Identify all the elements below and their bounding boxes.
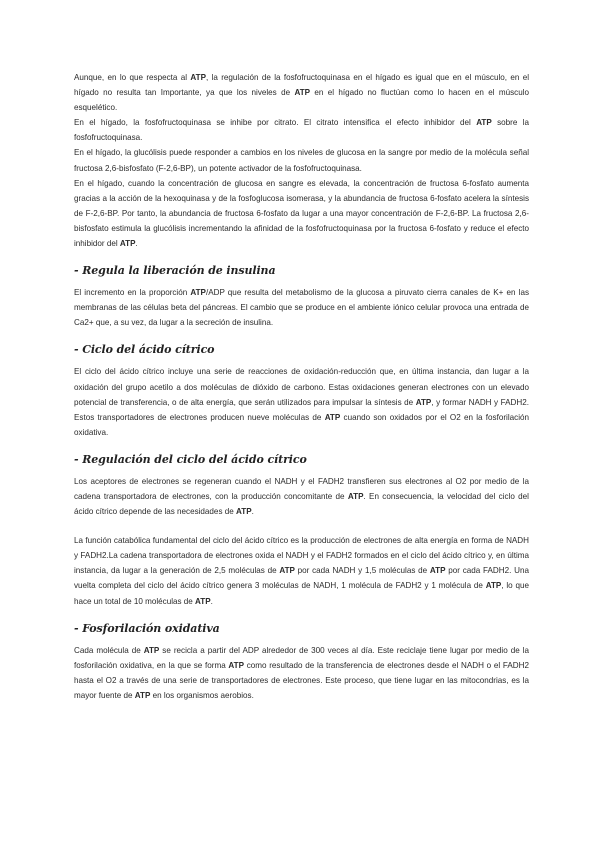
section-paragraph: El ciclo del ácido cítrico incluye una serie de reacciones de oxidación-reducción que, en última instancia, dan lugar a la oxidación del grupo acetilo a dos moléculas de dióxido de carbono. Estas oxidaciones generan electrones con un elevado potencial de transferencia, o de alta energía, que serán utilizados para impulsar la síntesis de ATP, y formar NADH y FADH2. Estos transportadores de electrones producen nueve moléculas de ATP cuando son oxidados por el O2 en la fosforilación oxidativa. — [74, 367, 529, 437]
atp-term: ATP — [294, 88, 311, 98]
intro-paragraph-2: En el hígado, la fosfofructoquinasa se inhibe por citrato. El citrato intensifica el efecto inhibidor del ATP sobre la fosfofructoquinasa. — [74, 118, 530, 143]
intro-paragraph-4: En el hígado, cuando la concentración de glucosa en sangre es elevada, la concentración de fructosa 6-fosfato aumenta gracias a la acción de la hexoquinasa y de la fosfoglucosa isomerasa, y la abundancia de fructosa 6-fosfato acelera la síntesis de F-2,6-BP. Por tanto, la abundancia de fructosa 6-fosfato da lugar a una mayor concentración de F-2,6-BP. La fructosa 2,6-bisfosfato estimula la glucólisis incrementando la afinidad de la fosfofructoquinasa por la fructosa 6-fosfato y reduce el efecto inhibidor del ATP. — [74, 178, 529, 249]
section-heading-fosforilacion: - Fosforilación oxidativa — [74, 621, 220, 635]
document-page — [74, 70, 529, 703]
section-heading-insulina: - Regula la liberación de insulina — [74, 264, 276, 278]
atp-term: ATP — [476, 118, 492, 128]
intro-paragraph-1: Aunque, en lo que respecta al ATP, la regulación de la fosfofructoquinasa en el hígado es igual que en el músculo, en el hígado no resulta tan Importante, ya que los niveles de ATP en el hígado no fluctúan como lo hacen en el músculo esquelético. — [74, 73, 530, 113]
atp-term: ATP — [119, 239, 136, 249]
section-paragraph: Cada molécula de ATP se recicla a partir del ADP alrededor de 300 veces al día. Este reciclaje tiene lugar por medio de la fosforilación oxidativa, en la que se forma ATP como resultado de la transferencia de electrones desde el NADH o el FADH2 hasta el O2 a través de una serie de transportadores de electrones. Este proceso, que tiene lugar en las mitocondrias, es la mayor fuente de ATP en los organismos aerobios. — [74, 645, 529, 700]
section-heading-ciclo: - Ciclo del ácido cítrico — [74, 343, 215, 357]
atp-term: ATP — [236, 507, 252, 517]
atp-term: ATP — [143, 645, 160, 655]
atp-term: ATP — [324, 412, 341, 422]
intro-paragraph-3: En el hígado, la glucólisis puede responder a cambios en los niveles de glucosa en la sangre por medio de la molécula señal fructosa 2,6-bisfosfato (F-2,6-BP), un potente activador de la fosfofructoquinasa. — [74, 148, 529, 173]
atp-term: ATP — [429, 566, 446, 576]
atp-term: ATP — [415, 397, 432, 407]
atp-term: ATP — [279, 566, 295, 576]
atp-term: ATP — [347, 491, 364, 501]
section-paragraph: La función catabólica fundamental del ciclo del ácido cítrico es la producción de electrones de alta energía en forma de NADH y FADH2.La cadena transportadora de electrones oxida el NADH y el FADH2 formados en el ciclo del ácido cítrico y, en última instancia, da lugar a la generación de 2,5 moléculas de ATP por cada NADH y 1,5 moléculas de ATP por cada FADH2. Una vuelta completa del ciclo del ácido cítrico genera 3 moléculas de NADH, 1 molécula de FADH2 y 1 molécula de ATP, lo que hace un total de 10 moléculas de ATP. — [74, 536, 529, 606]
section-paragraph: Los aceptores de electrones se regeneran cuando el NADH y el FADH2 transfieren sus electrones al O2 por medio de la cadena transportadora de electrones, con la producción concomitante de ATP. En consecuencia, la velocidad del ciclo del ácido cítrico depende de las necesidades de ATP. — [74, 476, 529, 517]
atp-term: ATP — [134, 690, 151, 700]
paragraph-spacer — [74, 519, 529, 533]
atp-term: ATP — [228, 660, 245, 670]
section-heading-regulacion-ciclo: - Regulación del ciclo del ácido cítrico — [74, 452, 307, 466]
atp-term: ATP — [190, 288, 206, 298]
atp-term: ATP — [190, 73, 206, 82]
section-paragraph: El incremento en la proporción ATP/ADP que resulta del metabolismo de la glucosa a piruvato cierra canales de K+ en las membranas de las células beta del páncreas. El cambio que se produce en el ambiente iónico celular provoca una entrada de Ca2+ que, a su vez, da lugar a la secreción de insulina. — [74, 288, 529, 328]
atp-term: ATP — [195, 596, 211, 606]
atp-term: ATP — [485, 581, 502, 591]
